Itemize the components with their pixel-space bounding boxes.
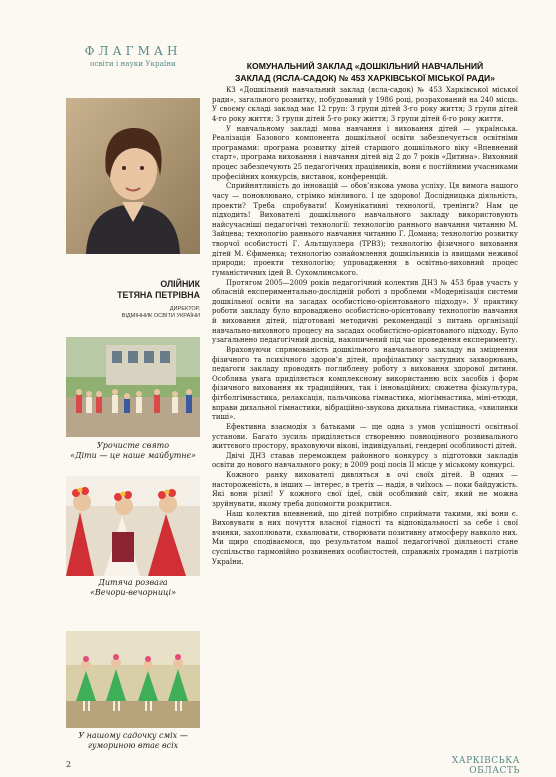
caption-line: Дитяча розвага xyxy=(98,578,168,587)
article-headline xyxy=(212,60,518,84)
evening-party-photo xyxy=(66,476,200,576)
caption-line: У нашому садочку сміх — xyxy=(78,731,188,740)
article-paragraph: Наш колектив впевнений, що дітей потрібно сприймати такими, які вони є. Виховувати в них почуття власної гідності та відповідальності за себе і свої вчинки, захоплювати, схвалювати, створювати позитивну атмосферу навколо них. Ми щиро сподіваємося, що результатом нашої педагогічної діяльності стане суспільство гармонійно розвинених особистостей, справжніх громадян і патріотів України. xyxy=(212,509,518,566)
article-paragraph: У навчальному закладі мова навчання і виховання дітей — українська. Реалізація Базового компонента дошкільної освіти забезпечується освітніми програмами: програма розвитку дітей старшого дошкільного віку «Впевнений старт», програма виховання і навчання дітей від 2 до 7 років «Дитина». Виховний процес забезпечують 25 педагогічних працівників, вони є постійними учасниками професійних конкурсів, виставок, конференцій. xyxy=(212,124,518,181)
page-number: 2 xyxy=(66,760,72,769)
footer-region: ХАРКІВСЬКА ОБЛАСТЬ xyxy=(451,756,520,776)
director-surname: ОЛІЙНИК xyxy=(160,279,200,289)
magazine-brand xyxy=(64,44,202,68)
dance-photo xyxy=(66,631,200,728)
caption-line: Урочисте свято xyxy=(96,441,170,450)
evening-party-caption xyxy=(66,578,200,598)
director-portrait xyxy=(66,98,200,254)
dance-caption xyxy=(66,731,200,751)
brand-subtitle: освіти і науки України xyxy=(90,59,176,68)
article-paragraph: Сприйнятливість до інновацій — обов’язкова умова успіху. Ця вимога нашого часу — поновлювано, стрімко мінливого. І це здорово! Дослідницька діяльність, проекти? Треба спробувати! Комунікативні технології, тренінги? Нам це підходить! Вихователі дошкільного навчального закладу використовують найсучасніші педагогічні технології: технологію раннього навчання читанню М. Зайцева; технологію раннього навчання читанню Г. Домана; технологію розвитку творчої особистості Г. Альтшуллера (ТРВЗ); технологію фізичного виховання дітей М. Єфименка; технологію ознайомлення дошкільників із явищами неживої природи; проекти технологію; упровадження в освітньо-виховний процес гуманістичних ідей В. Сухомлинського. xyxy=(212,182,518,277)
headline-line: ЗАКЛАД (ЯСЛА-САДОК) № 453 ХАРКІВСЬКОЇ МІСЬКОЇ РАДИ» xyxy=(235,73,495,83)
article-paragraph: Двічі ДНЗ ставав переможцем районного конкурсу з підготовки закладів освіти до нового навчального року; в 2009 році посів II місце у міському конкурсі. xyxy=(212,451,518,470)
caption-line: гумориною втає всіх xyxy=(87,741,179,750)
headline-line: КОМУНАЛЬНИЙ ЗАКЛАД «ДОШКІЛЬНИЙ НАВЧАЛЬНИЙ xyxy=(246,61,484,71)
director-position: ДИРЕКТОР, xyxy=(169,306,200,312)
brand-title: ФЛАГМАН xyxy=(84,44,182,58)
director-title: ВІДМІННИК ОСВІТИ УКРАЇНИ xyxy=(121,313,200,319)
caption-line: «Діти — це наше майбутнє» xyxy=(70,451,196,460)
celebration-caption xyxy=(66,441,200,461)
celebration-photo xyxy=(66,337,200,437)
article-paragraph: Протягом 2005—2009 років педагогічний колектив ДНЗ № 453 брав участь у обласній експериментально-дослідній роботі з проблеми «Модернізація системи дошкільної освіти на засадах особистісно-орієнтованого підходу». У практику роботи закладу було впроваджено особистісно-орієнтовану технологію навчання й виховання дітей, підготовані методичні рекомендації з питань організації навчально-виховного процесу на засадах особистісно-орієнтованого підходу. Було узагальнено педагогічний досвід, накопичений під час проведення експерименту. xyxy=(212,278,518,345)
article-paragraph: Кожного ранку вихователі дивляться в очі своїх дітей. В одних — настороженість, в інших — інтерес, в третіх — надія, в чиїхось — поки байдужість. Які вони різні! У кожного свої ідеї, свій особливий світ, який не можна зруйнувати, якому треба допомогти розкритися. xyxy=(212,471,518,508)
caption-line: «Вечори-вечорниці» xyxy=(89,588,177,597)
article-paragraph: КЗ «Дошкільний навчальний заклад (ясла-садок) № 453 Харківської міської ради», загального розвитку, побудований у 1986 році, розрахований на 240 місць. У своєму складі заклад має 12 груп: 3 групи дітей 3-го року життя; 3 групи дітей 4-го року життя; 3 групи дітей 5-го року життя; 3 групи дітей 6-го року життя. xyxy=(212,86,518,123)
article-paragraph: Ефективна взаємодія з батьками — ще одна з умов успішності освітньої установи. Багато зусиль приділяється створенню повноцінного розвивального життєвого простору, враховуючи вікові, індивідуальні, гендерні особливості дітей. xyxy=(212,422,518,451)
article-body xyxy=(212,86,518,567)
article-paragraph: Враховуючи спрямованість дошкільного навчального закладу на зміцнення фізичного та психічного здоров’я дітей, профілактику застудних захворювань, педагоги закладу проводять поглиблену роботу з виховання здорової дитини. Особлива увага приділяється комплексному використанню всіх засобів і форм фізичного виховання як традиційних, так і інноваційних: сюжетна фізкультура, фітболгімнастика, релаксація, пальчикова гімнастика, міогімнастика, міні-етюди, вправи дихальної гімнастики, вібраційно-звукова дихальна гімнастика, «хвилинки тиші». xyxy=(212,345,518,422)
director-given-names: ТЕТЯНА ПЕТРІВНА xyxy=(117,290,200,300)
